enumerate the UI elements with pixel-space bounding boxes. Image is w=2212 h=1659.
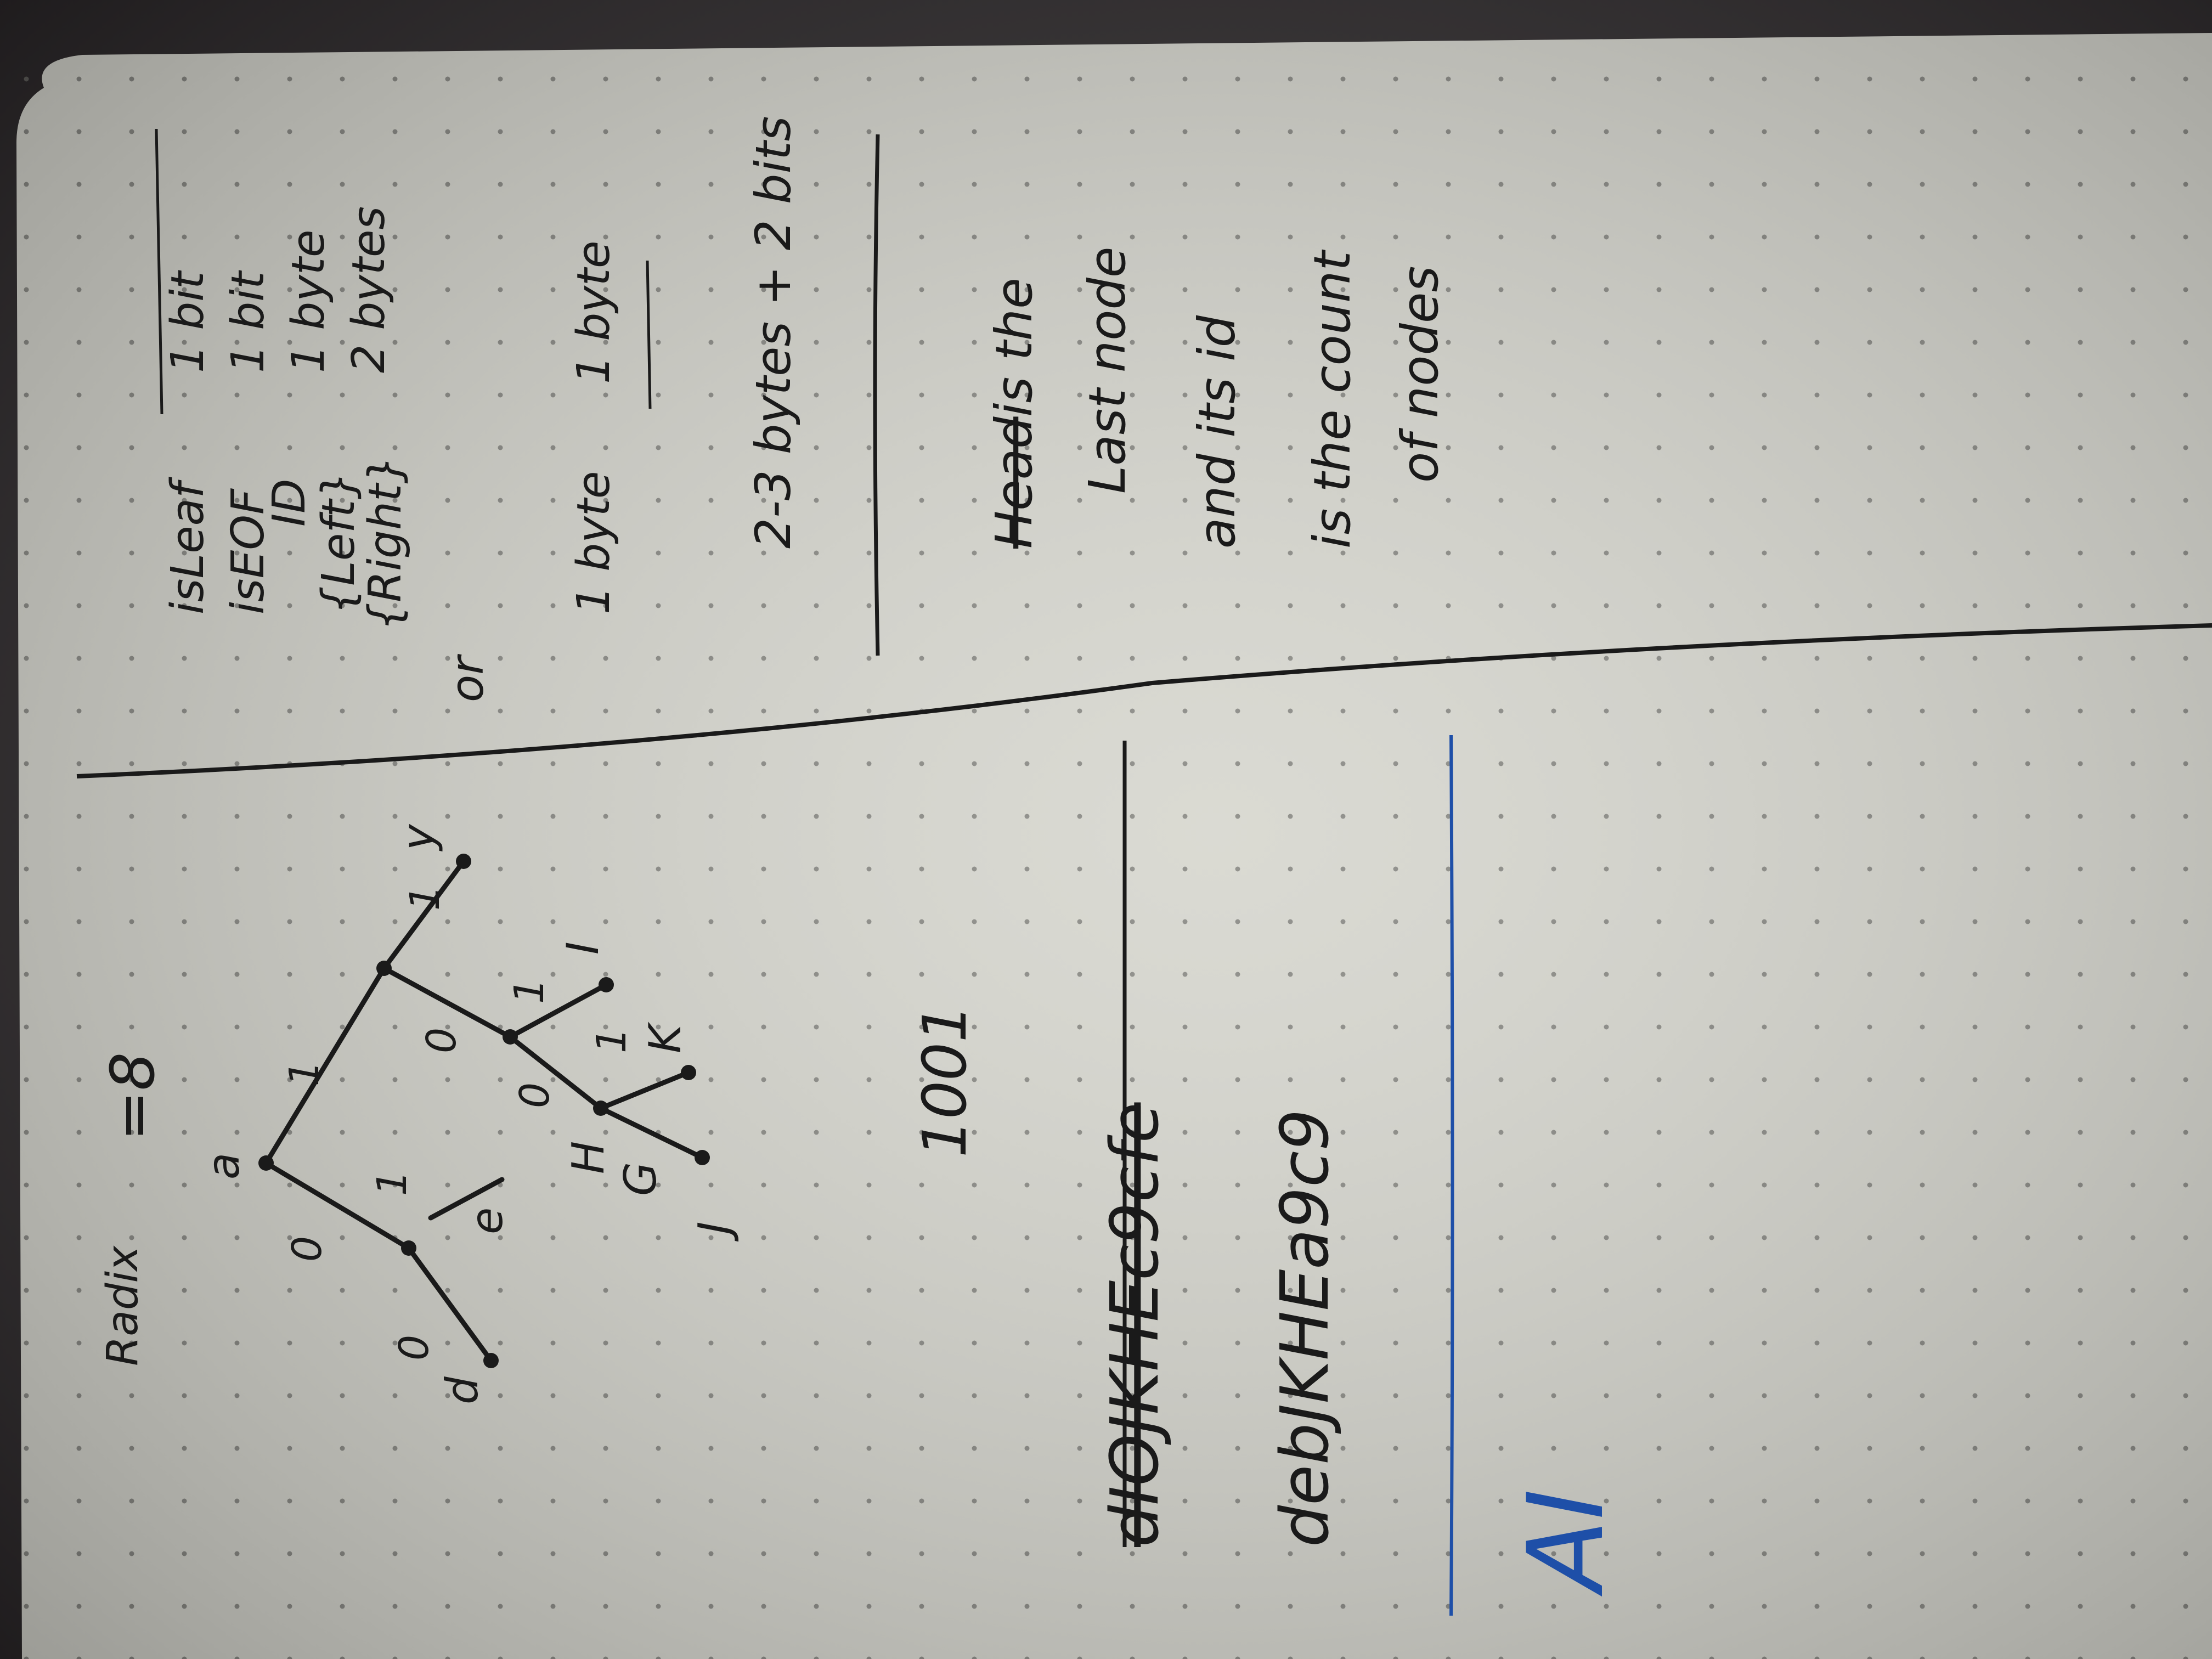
tree-title: Radix bbox=[98, 1245, 148, 1366]
tree-node bbox=[376, 961, 392, 976]
tree-node bbox=[483, 1353, 499, 1368]
alt-size: 1 byte bbox=[568, 240, 620, 384]
leaf-label: H bbox=[563, 1141, 614, 1174]
section-label-ai: AI bbox=[1505, 1488, 1627, 1591]
field-right: {Right} bbox=[359, 455, 411, 631]
edge-label: 0 bbox=[511, 1082, 558, 1108]
edge-label: 1 bbox=[402, 884, 449, 911]
alt-label: or bbox=[442, 656, 494, 702]
alt-field: 1 byte bbox=[568, 471, 620, 614]
field-isleaf: isLeaf bbox=[162, 482, 214, 614]
note-line-1: is the bbox=[985, 278, 1043, 417]
struck-sequence: dIOJKHEc9cfe bbox=[1097, 1102, 1173, 1547]
note-line-5: of nodes bbox=[1391, 266, 1449, 483]
edge-label: 1 bbox=[506, 978, 553, 1004]
edge-label: 0 bbox=[391, 1334, 438, 1361]
size-4: 2 bytes bbox=[343, 206, 395, 373]
size-3: 1 byte bbox=[283, 229, 335, 373]
note-line-4: is the count bbox=[1303, 251, 1362, 549]
tree-node bbox=[593, 1101, 608, 1116]
leaf-label: e bbox=[461, 1207, 512, 1234]
size-2: 1 bit bbox=[222, 271, 274, 373]
tree-node bbox=[503, 1029, 518, 1045]
leaf-label: I bbox=[557, 941, 608, 955]
edge-label: 0 bbox=[284, 1235, 331, 1262]
field-iseof: isEOF bbox=[222, 488, 274, 614]
note-line-2: Last node bbox=[1078, 246, 1137, 494]
leaf-label: K bbox=[640, 1024, 691, 1053]
blue-margin-line bbox=[1451, 735, 1453, 1616]
size-summary: 2-3 bytes + 2 bits bbox=[745, 116, 802, 549]
edge-label: 1 bbox=[369, 1170, 416, 1196]
tree-node bbox=[599, 977, 614, 992]
leaf-label: J bbox=[689, 1221, 740, 1234]
tree-arity: =8 bbox=[98, 1052, 168, 1141]
leaf-label: y bbox=[393, 824, 444, 850]
field-id: ID bbox=[263, 478, 315, 527]
tree-node bbox=[695, 1150, 710, 1165]
leaf-label: G bbox=[615, 1162, 666, 1196]
note-struck-word: Head bbox=[985, 416, 1043, 549]
tree-node bbox=[456, 854, 471, 869]
edge-label: 1 bbox=[281, 1060, 328, 1086]
tree-node bbox=[681, 1065, 696, 1080]
bit-value: 1001 bbox=[910, 1004, 980, 1158]
tree-node bbox=[401, 1240, 416, 1256]
tree-node bbox=[258, 1155, 274, 1171]
note-line-3: and its id bbox=[1188, 315, 1246, 549]
leaf-label: a bbox=[198, 1152, 249, 1180]
field-left: {Left} bbox=[313, 471, 365, 614]
leaf-label: d bbox=[437, 1376, 488, 1404]
edge-label: 1 bbox=[588, 1027, 635, 1053]
edge-label: 0 bbox=[418, 1027, 465, 1053]
size-1: 1 bit bbox=[162, 271, 214, 373]
final-sequence: debJKHEa9c9 bbox=[1267, 1109, 1344, 1547]
